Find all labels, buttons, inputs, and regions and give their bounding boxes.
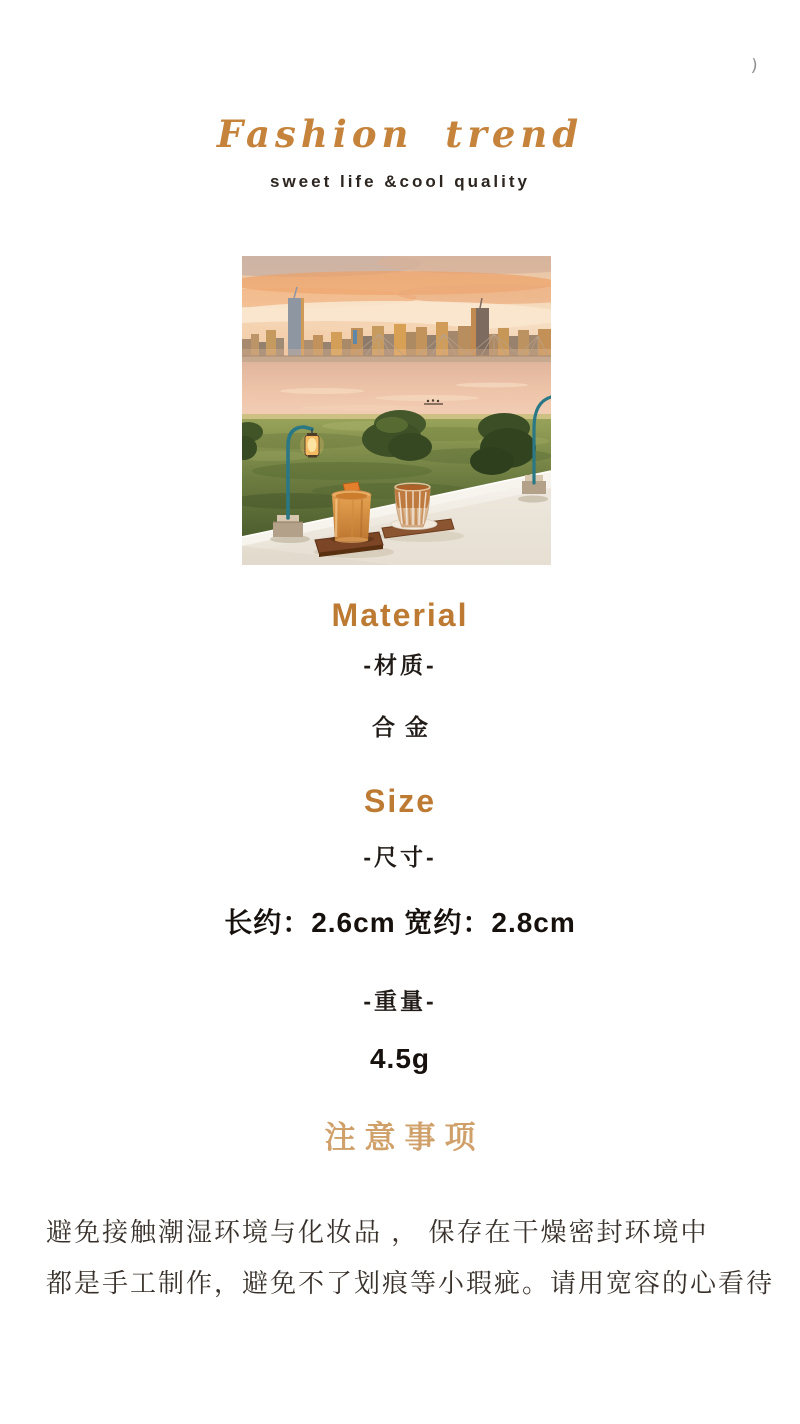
brand-script: Fashion trend <box>216 112 584 156</box>
material-heading: Material <box>331 597 469 633</box>
size-value: 长约：2.6cm 宽约：2.8cm <box>224 907 576 938</box>
notes-line-1: 避免接触潮湿环境与化妆品 ， 保存在干燥密封环境中 <box>46 1217 709 1247</box>
notes-heading: 注意事项 <box>324 1120 485 1155</box>
size-heading: Size <box>363 783 437 819</box>
weight-value: 4.5g <box>369 1043 431 1074</box>
material-value: 合金 <box>372 714 438 740</box>
riverside-sunset-coffee-photo <box>242 256 551 565</box>
stray-mark: ) <box>750 55 759 77</box>
brand-tagline: sweet life &cool quality <box>270 172 530 191</box>
size-subtitle: -尺寸- <box>363 844 437 870</box>
material-subtitle: -材质- <box>363 652 437 678</box>
weight-subtitle: -重量- <box>363 988 437 1014</box>
notes-line-2: 都是手工制作，避免不了划痕等小瑕疵。请用宽容的心看待 <box>46 1268 775 1298</box>
